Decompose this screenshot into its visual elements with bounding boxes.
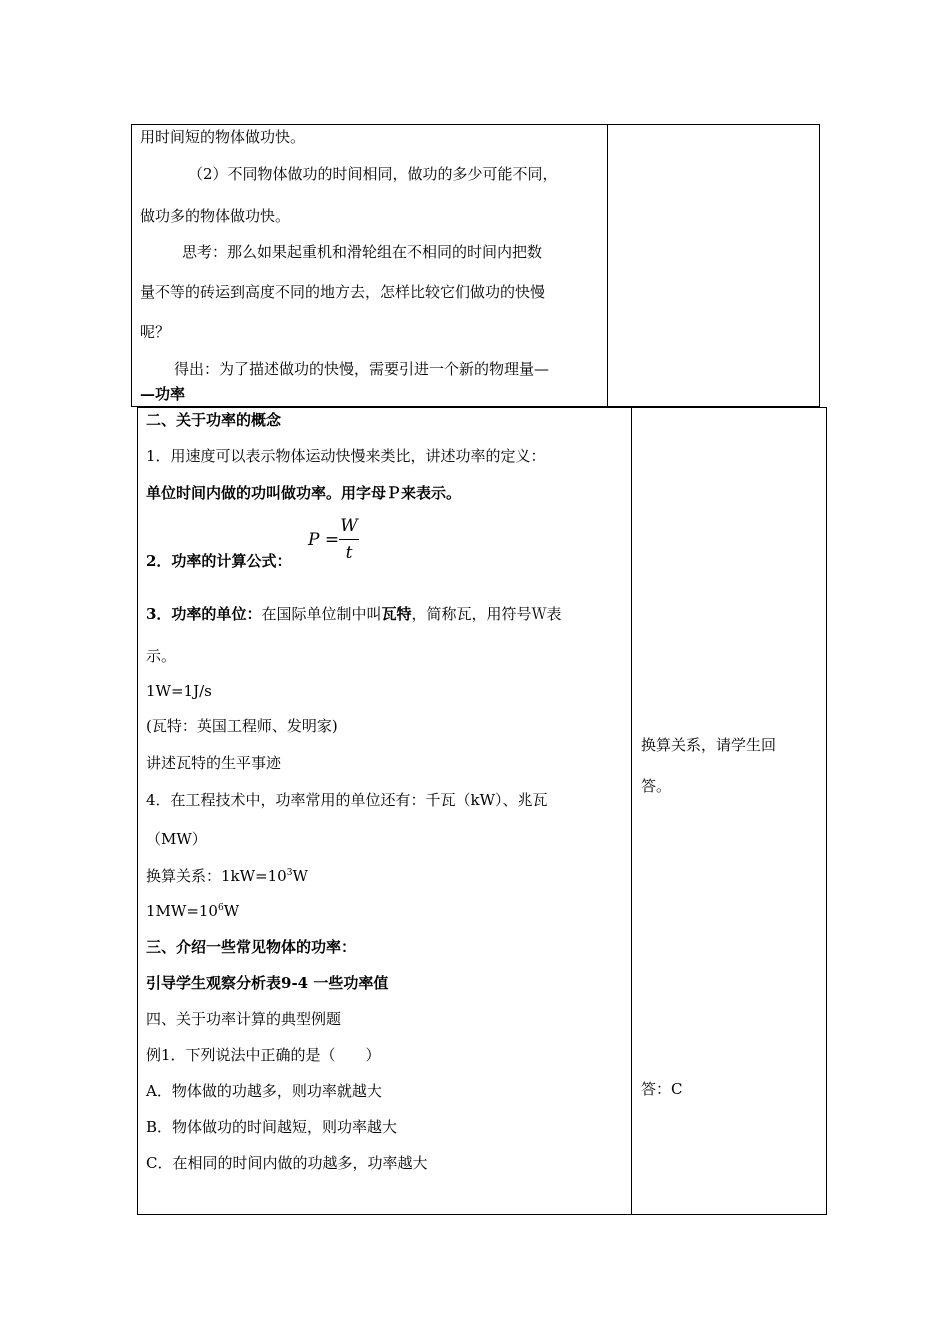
text-line: (瓦特：英国工程师、发明家) <box>146 717 338 735</box>
section-heading: 二、关于功率的概念 <box>146 411 282 429</box>
side-note: 答。 <box>641 777 672 795</box>
exponent: 3 <box>286 868 293 878</box>
option-b: B．物体做功的时间越短，则功率越大 <box>146 1118 398 1136</box>
unit-line <box>146 604 562 624</box>
text-line: —功率 <box>140 385 186 403</box>
text-line: 思考：那么如果起重机和滑轮组在不相同的时间内把数 <box>182 243 543 261</box>
formula-numerator: W <box>340 516 358 536</box>
text-line: （2）不同物体做功的时间相同，做功的多少可能不同， <box>188 165 558 183</box>
text-line: 量不等的砖运到高度不同的地方去，怎样比较它们做功的快慢 <box>140 283 546 301</box>
exponent: 6 <box>217 903 224 913</box>
unit-label: 3．功率的单位： <box>146 605 262 623</box>
section-heading: 三、介绍一些常见物体的功率： <box>146 938 357 956</box>
answer-text: 答：C <box>641 1080 683 1098</box>
text-line: 呢？ <box>140 323 171 341</box>
text-line: 做功多的物体做功快。 <box>140 207 291 225</box>
unit-text: 在国际单位制中叫 <box>261 605 382 623</box>
formula-denominator: t <box>345 543 353 563</box>
text-line: 4．在工程技术中，功率常用的单位还有：千瓦（kW）、兆瓦 <box>146 791 548 809</box>
text-line: （MW） <box>146 830 207 848</box>
conversion-unit: W <box>292 867 308 885</box>
option-c: C．在相同的时间内做的功越多，功率越大 <box>146 1154 428 1172</box>
column-divider <box>607 125 608 406</box>
text-line: 示。 <box>146 647 177 665</box>
formula-label: 2．功率的计算公式： <box>146 552 292 570</box>
text-line: 1W=1J/s <box>146 682 212 700</box>
unit-text: ，简称瓦，用符号Ｗ表 <box>411 605 562 623</box>
guide-text: 引导学生观察分析表9-4 一些功率值 <box>146 974 389 992</box>
conversion-text: 换算关系：1kW=10 <box>146 867 287 885</box>
text-line: 1．用速度可以表示物体运动快慢来类比，讲述功率的定义： <box>146 447 546 465</box>
formula-lhs: P = <box>308 530 340 550</box>
example-question: 例1．下列说法中正确的是（ ） <box>146 1046 381 1064</box>
section-heading: 四、关于功率计算的典型例题 <box>146 1010 342 1028</box>
definition-text: 单位时间内做的功叫做功率。用字母Ｐ来表示。 <box>146 484 462 502</box>
option-a: A．物体做的功越多，则功率就越大 <box>146 1082 382 1100</box>
conversion-line <box>146 866 308 886</box>
column-divider <box>631 408 632 1214</box>
text-line: 得出：为了描述做功的快慢，需要引进一个新的物理量— <box>174 360 550 378</box>
text-line: 用时间短的物体做功快。 <box>140 128 306 146</box>
conversion-unit: W <box>223 902 240 920</box>
conversion-text: 1MW=10 <box>146 902 218 920</box>
side-note: 换算关系，请学生回 <box>641 736 777 754</box>
text-line: 讲述瓦特的生平事迹 <box>146 754 282 772</box>
conversion-line <box>146 901 239 921</box>
fraction-bar <box>339 539 359 540</box>
unit-name: 瓦特 <box>381 605 412 623</box>
